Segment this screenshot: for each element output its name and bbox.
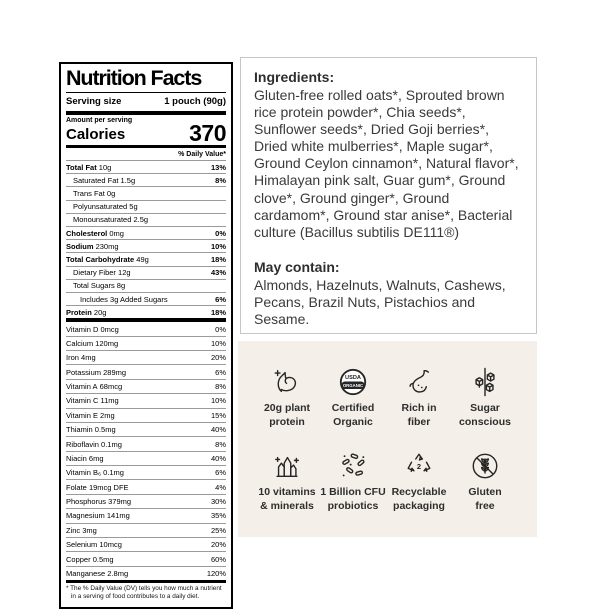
- nutrient-row: Potassium 289mg 6%: [66, 364, 226, 378]
- nutrient-row: Calcium 120mg 10%: [66, 336, 226, 350]
- usda-organic-seal-icon: [337, 366, 369, 398]
- nutrient-row: Dietary Fiber 12g 43%: [66, 266, 226, 279]
- nutrient-row: Cholesterol 0mg 0%: [66, 226, 226, 239]
- muscle-arm-icon: [271, 366, 303, 398]
- badge-label: 10 vitamins & minerals: [258, 486, 316, 512]
- gluten-free-icon: [469, 450, 501, 482]
- nutrient-row: Total Sugars 8g: [66, 279, 226, 292]
- nutrient-row: Selenium 10mcg 20%: [66, 537, 226, 551]
- nutrient-row: Monounsaturated 2.5g: [66, 213, 226, 226]
- nutrient-row: Vitamin E 2mg 15%: [66, 408, 226, 422]
- nutrient-row: Riboflavin 0.1mg 8%: [66, 436, 226, 450]
- nutrient-row: Vitamin C 11mg 10%: [66, 393, 226, 407]
- badges-panel: [238, 341, 537, 537]
- nutrient-row: Phosphorus 379mg 30%: [66, 494, 226, 508]
- badge-label: 20g plant protein: [263, 402, 311, 428]
- nutrient-rows: [66, 160, 226, 318]
- badge-label: Recyclable packaging: [391, 486, 447, 512]
- nutrient-row: Includes 3g Added Sugars 6%: [66, 292, 226, 305]
- nutrition-facts-label: [59, 62, 233, 609]
- nutrient-row: Saturated Fat 1.5g 8%: [66, 173, 226, 186]
- badge-label: Sugar conscious: [459, 402, 511, 428]
- nutrient-row: Copper 0.5mg 60%: [66, 551, 226, 565]
- svg-text:USDA: USDA: [345, 375, 361, 382]
- badge-cell: [254, 450, 320, 513]
- minerals-icon: [271, 450, 303, 482]
- badge-label: 1 Billion CFU probiotics: [320, 486, 386, 512]
- nutrient-row: Niacin 6mg 40%: [66, 451, 226, 465]
- ingredients-panel: [240, 57, 537, 334]
- serving-size-row: [66, 93, 226, 111]
- badge-label: Certified Organic: [331, 402, 375, 428]
- badge-cell: [386, 450, 452, 513]
- nutrient-row: Magnesium 141mg 35%: [66, 508, 226, 522]
- badge-cell: [452, 366, 518, 429]
- nutrient-row: Polyunsaturated 5g: [66, 200, 226, 213]
- badge-cell: [386, 366, 452, 429]
- calories-label: Calories: [66, 126, 126, 144]
- ingredients-heading: Ingredients:: [254, 69, 335, 85]
- nutrient-row: Thiamin 0.5mg 40%: [66, 422, 226, 436]
- badge-label: Rich in fiber: [401, 402, 437, 428]
- probiotics-icon: [337, 450, 369, 482]
- badge-label: Gluten free: [468, 486, 502, 512]
- nutrient-row: Vitamin D 0mcg 0%: [66, 324, 226, 334]
- nutrient-row: Folate 19mcg DFE 4%: [66, 479, 226, 493]
- may-contain-heading: May contain:: [254, 258, 340, 275]
- ingredients-body: Gluten-free rolled oats*, Sprouted brown rice protein powder*, Chia seeds*, Sunflower seeds*, Dried Goji berries*, Dried white mulberries*, Maple sugar*, Ground Ceylon cinnamon*, Natural flavor*, Himalayan pink salt, Guar gum*, Ground clove*, Ground ginger*, Ground cardamom*, Ground star anise*, Bacterial culture (Bacillus subtilis DE111®): [254, 87, 519, 240]
- badge-cell: [452, 450, 518, 513]
- nutrient-row: Vitamin A 68mcg 8%: [66, 379, 226, 393]
- daily-value-footnote: * The % Daily Value (DV) tells you how much a nutrient in a serving of food contributes to a daily diet.: [66, 585, 222, 601]
- badge-cell: [254, 366, 320, 429]
- badges-grid: [238, 341, 537, 514]
- nutrition-facts-title: Nutrition Facts: [66, 66, 202, 90]
- vitamin-rows: [66, 322, 226, 580]
- daily-value-header: % Daily Value*: [178, 150, 226, 158]
- nutrient-row: Protein 20g 18%: [66, 305, 226, 318]
- serving-size-value: 1 pouch (90g): [164, 95, 226, 107]
- stomach-icon: [403, 366, 435, 398]
- svg-text:ORGANIC: ORGANIC: [342, 383, 364, 389]
- svg-text:2: 2: [416, 462, 422, 472]
- badge-cell: [320, 366, 386, 429]
- nutrient-row: Iron 4mg 20%: [66, 350, 226, 364]
- nutrient-row: Sodium 230mg 10%: [66, 239, 226, 252]
- nutrient-row: Manganese 2.8mg 120%: [66, 566, 226, 580]
- amount-per-serving-label: Amount per serving: [66, 116, 133, 124]
- serving-size-label: Serving size: [66, 95, 122, 107]
- nutrient-row: Total Fat 10g 13%: [66, 160, 226, 173]
- nutrient-row: Vitamin B₆ 0.1mg 6%: [66, 465, 226, 479]
- nutrient-row: Total Carbohydrate 49g 18%: [66, 252, 226, 265]
- calories-value: 370: [189, 119, 226, 146]
- recycle-icon: [403, 450, 435, 482]
- nutrient-row: Trans Fat 0g: [66, 186, 226, 199]
- nutrient-row: Zinc 3mg 25%: [66, 523, 226, 537]
- may-contain-body: Almonds, Hazelnuts, Walnuts, Cashews, Pecans, Brazil Nuts, Pistachios and Sesame.: [254, 276, 506, 328]
- badge-cell: [320, 450, 386, 513]
- sugar-cubes-icon: [469, 366, 501, 398]
